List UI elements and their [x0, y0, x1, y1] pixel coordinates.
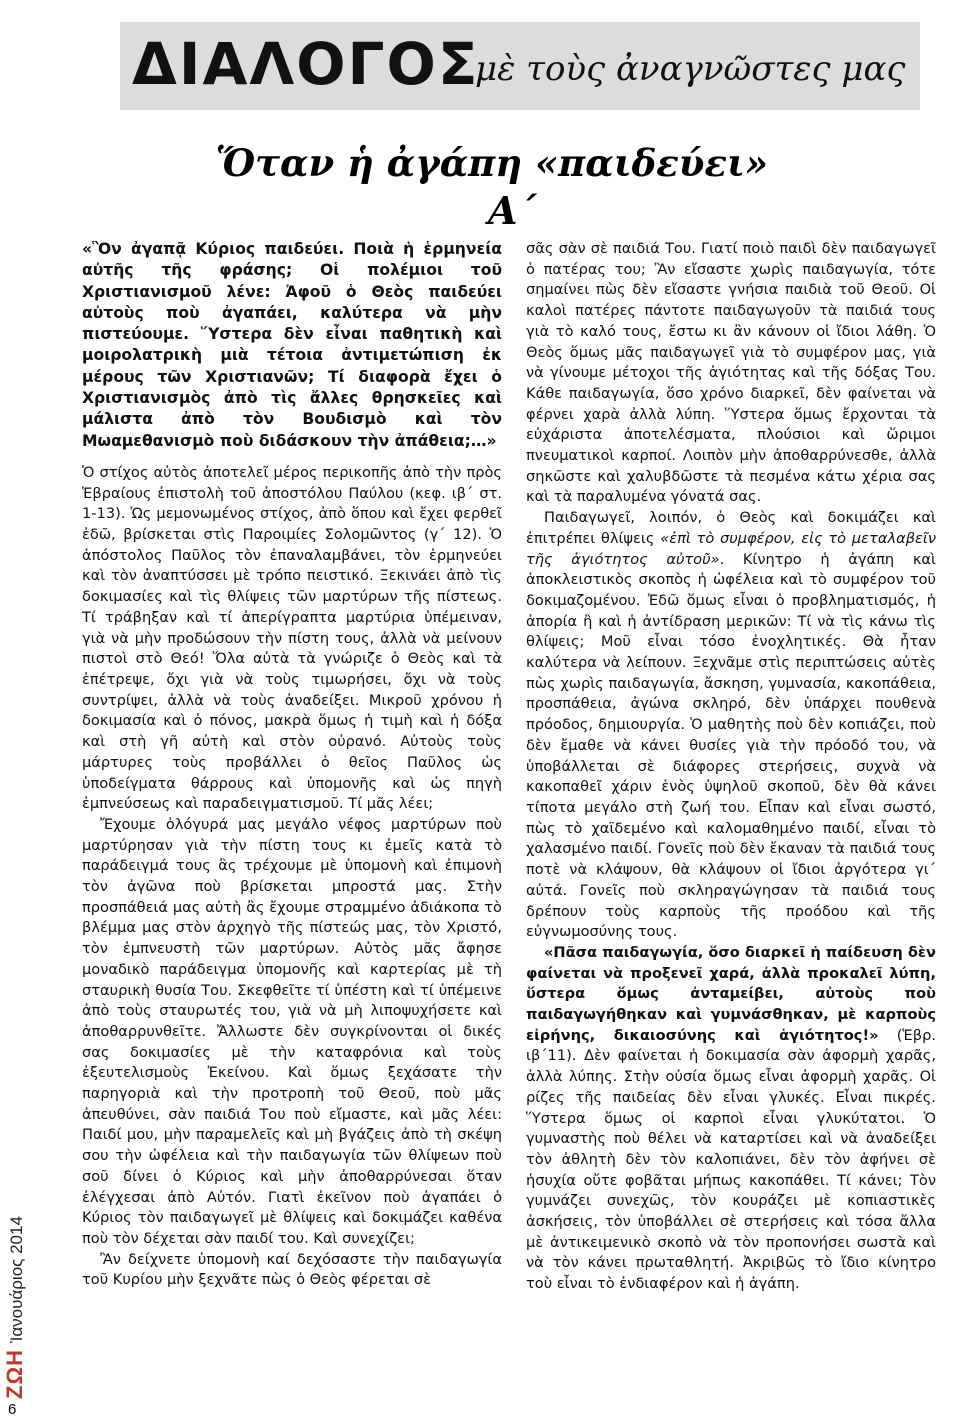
article-part-label: Α΄	[488, 188, 537, 233]
paragraph: Ὁ στίχος αὐτὸς ἀποτελεῖ μέρος περικοπῆς ἀπὸ τὴν πρὸς Ἑβραίους ἐπιστολὴ τοῦ ἀποστόλου Παύλου (κεφ. ιβ΄ στ. 1-13). Ὡς μεμονωμένος στίχος, ἀπὸ ὅπου καὶ ἔχει φερθεῖ ἐδῶ, βρίσκεται στὶς Παροιμίες Σολομῶντος (γ΄ 12). Ὁ ἀπόστολος Παῦλος τὸν ἐπαναλαμβάνει, τὸν ἑρμηνεύει καὶ τὸν ἀναπτύσσει μὲ τρόπο πειστικό. Ξεκινάει ἀπὸ τὶς δοκιμασίες καὶ τὶς θλίψεις τῶν μαρτύρων τῆς πίστεως. Τί τράβηξαν καὶ τί ἀπερίγραπτα μαρτύρια ὑπέμειναν, γιὰ νὰ μὴν προδώσουν τὴν πίστη τους, ἀλλὰ νὰ μείνουν πιστοὶ στὸ Θεό! Ὅλα αὐτὰ τὰ γνώριζε ὁ Θεὸς καὶ τὰ ἐπέτρεψε, ὄχι γιὰ νὰ τοὺς τιμωρήσει, ὄχι νὰ τοὺς συντρίψει, ἀλλὰ νὰ τοὺς ἀναδείξει. Μικροῦ χρόνου ἡ δοκιμασία καὶ ὁ πόνος, μακρὰ ὅμως ἡ τιμὴ καὶ ἡ δόξα καὶ στὴ γῆ αὐτὴ καὶ στὸν οὐρανό. Αὐτοὺς τοὺς μάρτυρες τοὺς προβάλλει ὁ θεῖος Παῦλος ὡς ὑποδείγματα θάρρους καὶ ὑπομονῆς καὶ ὡς πηγὴ ἐμπνεύσεως καὶ παραδειγματισμοῦ. Τί μᾶς λέει;	[82, 463, 502, 813]
section-title: ΔΙΑΛΟΓΟΣ	[132, 30, 480, 98]
paragraph-text: . Κίνητρο ἡ ἀγάπη καὶ ἀποκλειστικὸς σκοπὸς ἡ ὠφέλεια καὶ τὸ συμφέρον τοῦ δοκιμαζομένου. Ἐδῶ ὅμως εἶναι ὁ προβληματισμός, ἡ ἀπορία ἢ καὶ ἡ ἀντίδραση μερικῶν: Τί νὰ τὶς κάνω τὶς θλίψεις; Μοῦ εἶναι τόσο ἐνοχλητικές. Θὰ ἦταν καλύτερα νὰ λείπουν. Ξεχνᾶμε στὶς περιπτώσεις αὐτὲς πὼς χωρὶς παιδαγωγία, ἄσκηση, γυμνασία, κακοπάθεια, προσπάθεια, ἀγώνα σκληρό, δὲν ὑπάρχει πουθενὰ πρόοδος, δημιουργία. Ὁ μαθητὴς ποὺ δὲν κοπιάζει, ποὺ δὲν ἔμαθε νὰ κάνει θυσίες γιὰ τὴν πρόοδό του, νὰ ὑποβάλλεται σὲ διάφορες στερήσεις, συχνὰ νὰ κακοπαθεῖ χάριν ἑνὸς ὑψηλοῦ σκοποῦ, δὲν θὰ κάνει τίποτα μεγάλο στὴ ζωή του. Εἶπαν καὶ εἶναι σωστό, πὼς τὸ χαϊδεμένο καὶ καλομαθημένο παιδί, εἶναι τὸ χαλασμένο παιδί. Γονεῖς ποὺ δὲν ἔκαναν τὰ παιδιά τους ποτὲ νὰ κλάψουν, θὰ κλάψουν οἱ ἴδιοι ἀργότερα γι΄ αὐτά. Γονεῖς ποὺ σκληραγώγησαν τὰ παιδιά τους δρέπουν τοὺς καρποὺς τῆς προόδου καὶ τῆς εὐγνωμοσύνης τους.	[526, 550, 936, 941]
paragraph: Ἂν δείχνετε ὑπομονὴ καί δεχόσαστε τὴν παιδαγωγία τοῦ Κυρίου μὴν ξεχνᾶτε πὼς ὁ Θεὸς φέρεται σὲ	[82, 1250, 502, 1289]
magazine-name: ΖΩΗ	[2, 1349, 27, 1399]
running-footer	[1, 1149, 29, 1399]
scripture-quote-italic: «ἐπὶ τὸ συμφέρον, εἰς τὸ μεταλαβεῖν τῆς ἁγιότητος αὐτοῦ»	[526, 529, 936, 568]
page-number: 6	[8, 1401, 17, 1418]
paragraph: Ἔχουμε ὁλόγυρά μας μεγάλο νέφος μαρτύρων ποὺ μαρτύρησαν γιὰ τὴν πίστη τους κι ἐμεῖς κατὰ τὸ παράδειγμά τους ἂς τρέχουμε μὲ ὑπομονὴ καὶ ἐπιμονὴ τὸν ἀγῶνα ποὺ βρίσκεται μπροστά μας. Στὴν προσπάθειά μας αὐτὴ ἂς ἔχουμε στραμμένο ἀδιάκοπα τὸ βλέμμα μας στὸν ἀρχηγὸ τῆς πίστεώς μας, τὸν Χριστό, τὸν ἐμπνευστὴ τῶν μαρτύρων. Αὐτὸς μᾶς ἄφησε μοναδικὸ παράδειγμα ὑπομονῆς καὶ καρτερίας μὲ τὴ σταυρικὴ θυσία Του. Σκεφθεῖτε τί ὑπέστη καὶ τί ὑπέμεινε ἀπὸ τοὺς σταυρωτές του, γιὰ νὰ μὴ λιποψυχήσετε καὶ ἀποθαρρυνθεῖτε. Ἄλλωστε δὲν συγκρίνονται οἱ δικές σας δοκιμασίες μὲ τὴν καταφρόνια καὶ τοὺς ἐξευτελισμοὺς Ἐκείνου. Καὶ ὅμως ξεχάσατε τὴν παρηγοριὰ καὶ τὴν προτροπὴ τοῦ Θεοῦ, ποὺ μᾶς ἀπευθύνει, σὰν παιδιά Του ποὺ εἴμαστε, καὶ μᾶς λέει: Παιδί μου, μὴν παραμελεῖς καὶ μὴ βγάζεις ἀπὸ τὴ σκέψη σου τὴν ὠφέλεια καὶ τὴν παιδαγωγία τῶν θλίψεων ποὺ σοῦ δίνει ὁ Κύριος καὶ μὴν ἀποθαρρύνεσαι ὅταν ἐλέγχεσαι ἀπὸ Αὐτόν. Γιατὶ ἐκεῖνον ποὺ ἀγαπάει ὁ Κύριος τὸν παιδαγωγεῖ μὲ θλίψεις καὶ δοκιμάζει καθένα ποὺ τὸν δέχεται σὰν παιδί του. Καὶ συνεχίζει;	[82, 815, 502, 1247]
paragraph: σᾶς σὰν σὲ παιδιά Του. Γιατί ποιὸ παιδὶ δὲν παιδαγωγεῖ ὁ πατέρας του; Ἂν εἴσαστε χωρὶς παιδαγωγία, τότε σημαίνει πὼς δὲν εἴσαστε γνήσια παιδιὰ τοῦ Θεοῦ. Οἱ καλοὶ πατέρες πάντοτε παιδαγωγοῦν τὰ παιδιά τους γιὰ τὸ καλό τους, ἔστω κι ἂν κάνουν οἱ ἴδιοι λάθη. Ὁ Θεὸς ὅμως μᾶς παιδαγωγεῖ γιὰ τὸ συμφέρον μας, γιὰ νὰ γίνουμε μέτοχοι τῆς ἁγιότητας καὶ τῆς δόξας Του. Κάθε παιδαγωγία, ὅσο χρόνο διαρκεῖ, δὲν φαίνεται νὰ φέρνει χαρὰ ἀλλὰ λύπη. Ὕστερα ὅμως ἔρχονται τὰ εὐχάριστα ἀποτελέσματα, πλούσιοι καὶ ὥριμοι πνευματικοὶ καρποί. Λοιπὸν μὴν ἀποθαρρύνεσθε, ἀλλὰ σηκῶστε καὶ χαλυβδῶστε τὰ πεσμένα κάτω χέρια σας καὶ τὰ παραλυμένα γόνατά σας.	[526, 240, 936, 506]
scripture-quote-bold: «Πᾶσα παιδαγωγία, ὅσο διαρκεῖ ἡ παίδευση δὲν φαίνεται νὰ προξενεῖ χαρά, ἀλλὰ προκαλεῖ λύπη, ὕστερα ὅμως ἀνταμείβει, αὐτοὺς ποὺ παιδαγωγήθηκαν καὶ γυμνάσθηκαν, μὲ καρποὺς εἰρήνης, δικαιοσύνης καὶ ἁγιότητος!»	[526, 943, 936, 1044]
article-title: Ὅταν ἡ ἀγάπη «παιδεύει»	[215, 141, 768, 185]
section-subtitle: μὲ τοὺς ἀναγνῶστες μας	[475, 49, 906, 89]
left-column	[82, 239, 502, 1291]
reader-question: «Ὃν ἀγαπᾷ Κύριος παιδεύει. Ποιὰ ἡ ἑρμηνεία αὐτῆς τῆς φράσης; Οἱ πολέμιοι τοῦ Χριστιανισμοῦ λένε: Ἀφοῦ ὁ Θεὸς παιδεύει αὐτοὺς ποὺ ἀγαπάει, καλύτερα νὰ μὴν πιστεύουμε. Ὕστερα δὲν εἶναι παθητικὴ καὶ μοιρολατρικὴ μιὰ τέτοια ἀντιμετώπιση ἐκ μέρους τῶν Χριστιανῶν; Τί διαφορὰ ἔχει ὁ Χριστιανισμὸς ἀπὸ τὶς ἄλλες θρησκεῖες καὶ μάλιστα ἀπὸ τὸν Βουδισμὸ καὶ τὸν Μωαμεθανισμὸ ποὺ διδάσκουν τὴν ἀπάθεια;…»	[82, 240, 502, 450]
paragraph-text: (Ἑβρ. ιβ΄11). Δὲν φαίνεται ἡ δοκιμασία σὰν ἀφορμὴ χαρᾶς, ἀλλὰ λύπης. Στὴν οὐσία ὅμως εἶναι ἀφορμὴ χαρᾶς. Οἱ ρίζες τῆς παιδείας δὲν εἶναι γλυκές. Εἶναι πικρές. Ὕστερα ὅμως οἱ καρποὶ εἶναι γλυκύτατοι. Ὁ γυμναστὴς ποὺ θέλει νὰ καταρτίσει καὶ νὰ ἀναδείξει τὸν ἀθλητὴ δὲν τὸν καλοπιάνει, δὲν τὸν ἀφήνει σὲ ἡσυχία οὔτε φοβᾶται μήπως κακοπάθει. Τί κάνει; Τὸν γυμνάζει συνεχῶς, τὸν κουράζει μὲ κοπιαστικὲς ἀσκήσεις, τὸν ὑποβάλλει σὲ στερήσεις καὶ τόσα ἄλλα μὲ ἀντικειμενικὸ σκοπὸ νὰ τὸν προπονήσει σωστὰ καὶ νὰ τὸν κάνει πρωταθλητή. Ἀκριβῶς τὸ ἴδιο κίνητρο τοὺ εἶναι τὸ ἐνδιαφέρον καὶ ἡ ἀγάπη.	[526, 1026, 936, 1293]
right-column	[526, 239, 936, 1295]
paragraph	[526, 943, 936, 1295]
paragraph	[526, 508, 936, 943]
paragraph-text: Παιδαγωγεῖ, λοιπόν, ὁ Θεὸς καὶ δοκιμάζει καὶ ἐπιτρέπει θλίψεις	[526, 509, 936, 547]
issue-date: Ἰανουάριος 2014	[7, 1216, 26, 1344]
